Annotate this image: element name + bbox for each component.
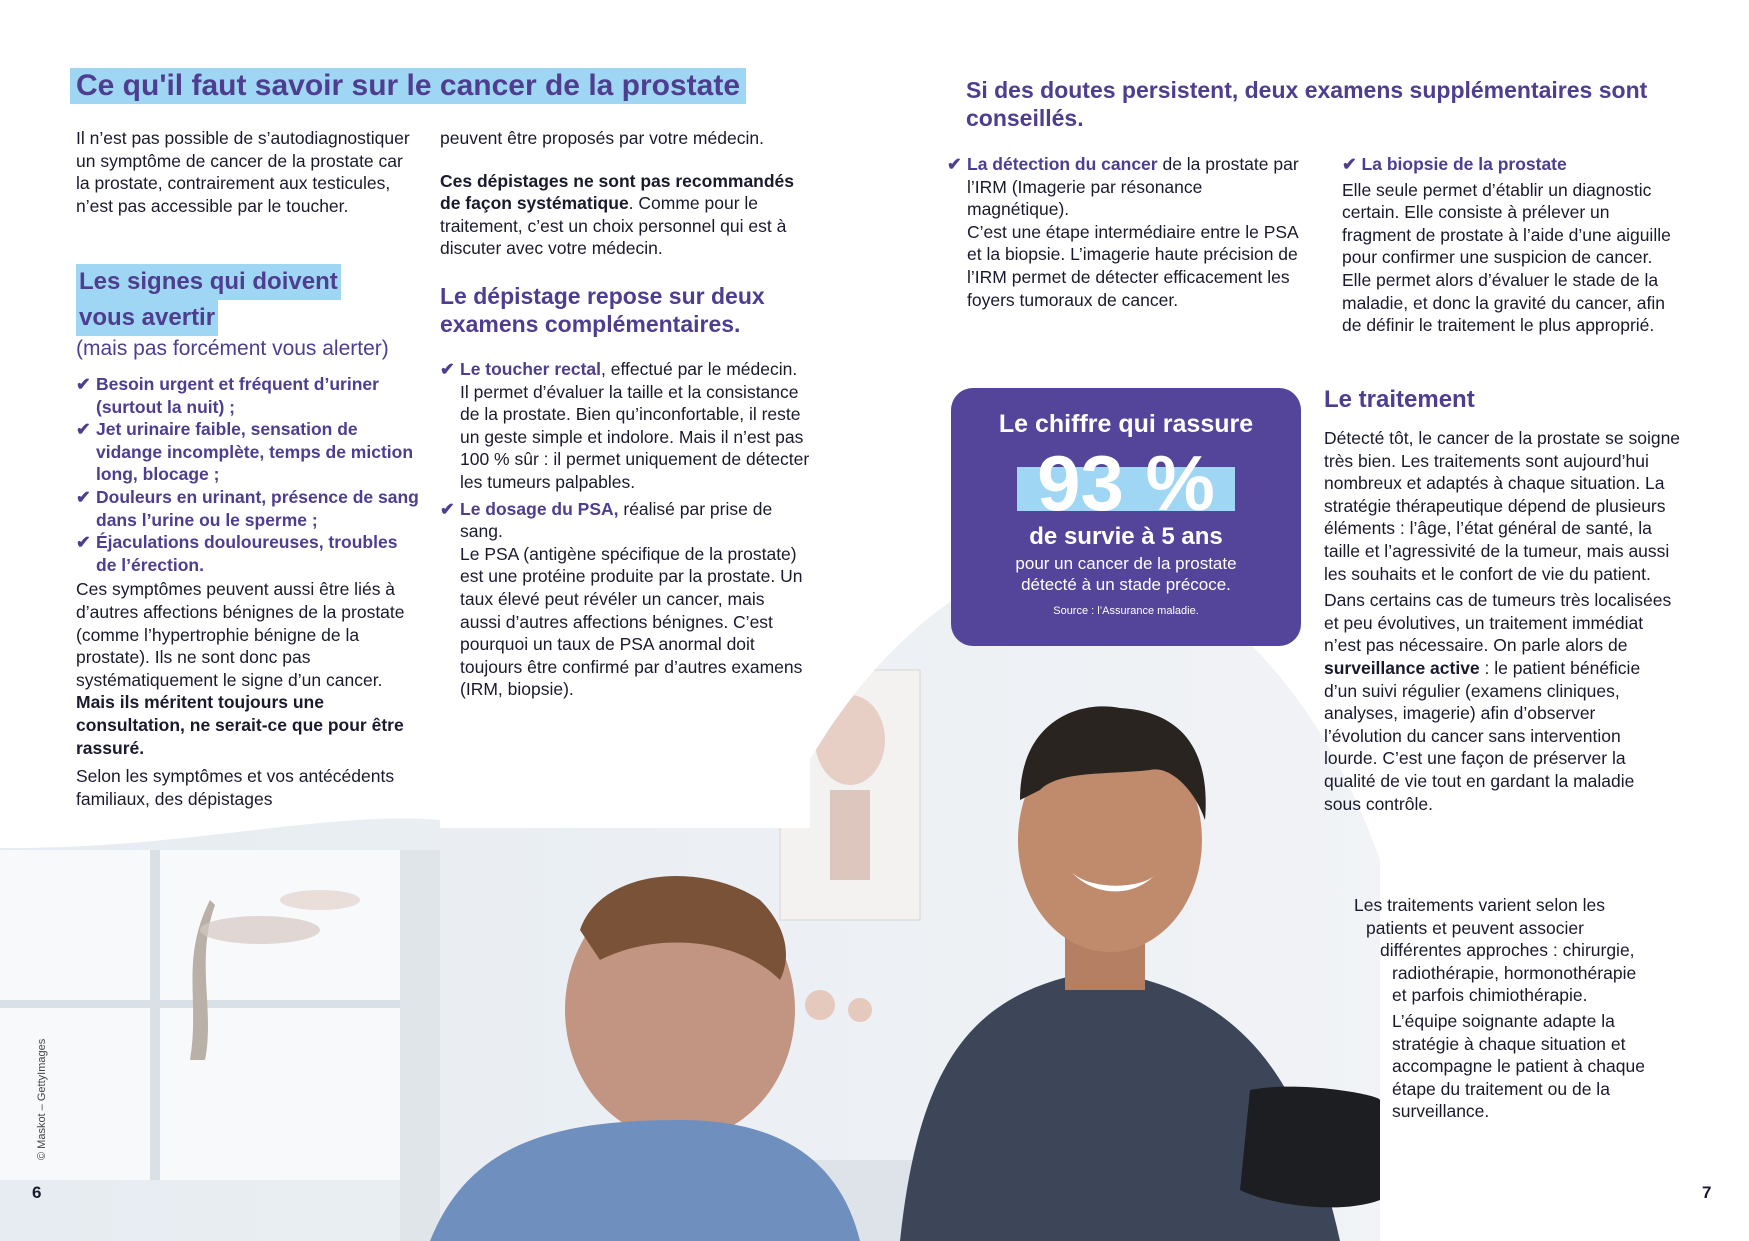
continued-paragraph: peuvent être proposés par votre médecin. bbox=[440, 128, 764, 148]
list-item: ✔ Besoin urgent et fréquent d’uriner (surtout la nuit) ; bbox=[76, 374, 379, 417]
check-icon: ✔ bbox=[440, 358, 455, 379]
check-icon: ✔ bbox=[76, 419, 91, 440]
treatment-text bbox=[1324, 427, 1684, 815]
stat-card bbox=[951, 388, 1301, 646]
signs-subtitle: (mais pas forcément vous alerter) bbox=[76, 337, 389, 360]
left-column-2 bbox=[440, 127, 810, 709]
treatment-paragraph-1: Détecté tôt, le cancer de la prostate se soigne très bien. Les traitements sont aujourd’hui nombreux et adaptés à chaque situation. La stratégie thérapeutique dépend de plusieurs éléments : l’âge, l’état général de santé, la taille et l’agressivité de la tumeur, mais aussi les souhaits et le confort de vie du patient. bbox=[1324, 428, 1681, 584]
check-icon: ✔ bbox=[76, 374, 91, 394]
photo-credit: © Maskot – GettyImages bbox=[36, 1038, 48, 1160]
check-icon: ✔ bbox=[76, 486, 91, 507]
check-icon: ✔ bbox=[76, 532, 91, 553]
stat-desc-2: détecté à un stade précoce. bbox=[1021, 575, 1231, 594]
right-heading: Si des doutes persistent, deux examens supplémentaires sont conseillés. bbox=[966, 77, 1648, 131]
stat-number: 93 % bbox=[1037, 439, 1215, 527]
list-item: ✔ Éjaculations douloureuses, troubles de l’érection. bbox=[76, 532, 398, 575]
page-number-left: 6 bbox=[32, 1183, 42, 1202]
signs-title-line-2: vous avertir bbox=[76, 300, 218, 336]
symptoms-paragraph: Ces symptômes peuvent aussi être liés à d’autres affections bénignes de la prostate (comme l’hypertrophie bénigne de la prostate). Ils ne sont donc pas systématiquement le signe d’un cancer. Mais ils méritent toujours une consultation, ne serait-ce que pour être rassuré. bbox=[76, 579, 405, 758]
card-title: Le chiffre qui rassure bbox=[998, 410, 1254, 438]
not-recommended-paragraph: Ces dépistages ne sont pas recommandés de façon systématique. Comme pour le traitement, c’est un choix personnel qui est à discuter avec votre médecin. bbox=[440, 170, 795, 259]
depistage-paragraph: Selon les symptômes et vos antécédents familiaux, des dépistages bbox=[76, 766, 395, 809]
exams-heading: Le dépistage repose sur deux examens complémentaires. bbox=[440, 282, 765, 337]
treatment-paragraph-3: Les traitements varient selon les patients et peuvent associer différentes approches : chirurgie, radiothérapie, hormonothérapie et parfois chimiothérapie. bbox=[1354, 895, 1637, 1006]
list-item: ✔ Jet urinaire faible, sensation de vidange incomplète, temps de miction long, blocage ; bbox=[76, 419, 414, 485]
exam-psa: ✔ Le dosage du PSA, réalisé par prise de sang. Le PSA (antigène spécifique de la prostate) est une protéine produite par la prostate. Un taux élevé peut révéler un cancer, mais aussi d’autres affections bénignes. C’est pourquoi un taux de PSA anormal doit toujours être confirmé par d’autres examens (IRM, biopsie). bbox=[440, 498, 803, 700]
treatment-paragraph-4: L’équipe soignante adapte la stratégie à chaque situation et accompagne le patient à chaque étape du traitement ou de la surveillance. bbox=[1392, 1011, 1645, 1122]
stat-desc-1: pour un cancer de la prostate bbox=[1015, 554, 1237, 573]
stat-subtitle: de survie à 5 ans bbox=[1029, 523, 1223, 550]
check-icon: ✔ bbox=[440, 498, 455, 519]
biopsy-desc: Elle seule permet d’établir un diagnostic certain. Elle consiste à prélever un fragment de prostate à l’aide d’une aiguille pour confirmer une suspicion de cancer. Elle permet alors d’évaluer le stade de la maladie, et donc la gravité du cancer, afin de définir le traitement le plus approprié. bbox=[1342, 179, 1671, 336]
check-icon: ✔ bbox=[947, 154, 962, 174]
signs-title-line-1: Les signes qui doivent bbox=[76, 264, 341, 300]
page-number-right: 7 bbox=[1702, 1183, 1712, 1202]
list-item: ✔ Douleurs en urinant, présence de sang dans l’urine ou le sperme ; bbox=[76, 486, 419, 530]
intro-paragraph: Il n’est pas possible de s’autodiagnostiquer un symptôme de cancer de la prostate car la prostate, contrairement aux testicules, n’est pas accessible par le toucher. bbox=[76, 128, 410, 216]
biopsy-block: ✔ La biopsie de la prostate Elle seule permet d’établir un diagnostic certain. Elle consiste à prélever un fragment de prostate à l’aide d’une aiguille pour confirmer une suspicion de cancer. Elle permet alors d’évaluer le stade de la maladie, et donc la gravité du cancer, afin de définir le traitement le plus approprié. bbox=[1342, 153, 1677, 337]
check-icon: ✔ bbox=[1342, 154, 1357, 174]
left-title-highlight bbox=[70, 68, 746, 104]
exam-irm: ✔ La détection du cancer de la prostate par l’IRM (Imagerie par résonance magnétique). C’est une étape intermédiaire entre le PSA et la biopsie. L’imagerie haute précision de l’IRM permet de détecter efficacement les foyers tumoraux de cancer. bbox=[947, 154, 1299, 310]
signs-heading bbox=[76, 264, 341, 336]
treatment-paragraph-2: Dans certains cas de tumeurs très localisées et peu évolutives, un traitement immédiat n’est pas nécessaire. On parle alors de surveillance active : le patient bénéficie d’un suivi régulier (examens cliniques, analyses, imagerie) afin d’observer l’évolution du cancer sans intervention lourde. C’est une façon de préserver la qualité de vie tout en gardant la maladie sous contrôle. bbox=[1324, 590, 1672, 814]
signs-list bbox=[76, 373, 421, 810]
stat-source: Source : l’Assurance maladie. bbox=[1053, 605, 1199, 617]
stat-number-wrap bbox=[951, 439, 1301, 527]
treatment-heading: Le traitement bbox=[1324, 386, 1475, 413]
page-title: Ce qu'il faut savoir sur le cancer de la prostate bbox=[76, 69, 741, 102]
exam-rectal: ✔ Le toucher rectal, effectué par le médecin. Il permet d’évaluer la taille et la consistance de la prostate. Bien qu’inconfortable, il reste un geste simple et indolore. Mais il n’est pas 100 % sûr : il permet uniquement de détecter les tumeurs palpables. bbox=[440, 358, 810, 492]
